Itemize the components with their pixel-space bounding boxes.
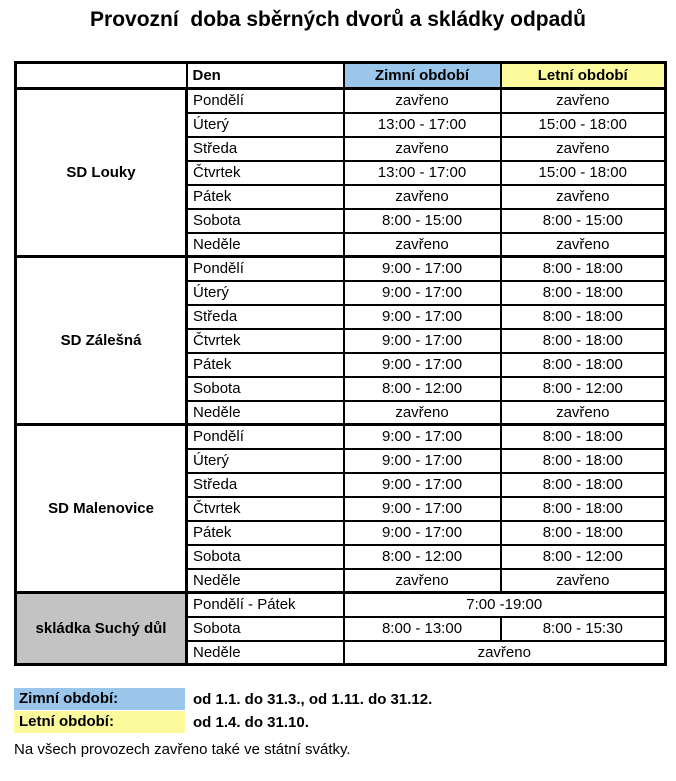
legend-winter-range: od 1.1. do 31.3., od 1.11. do 31.12.: [193, 690, 433, 708]
day-cell: Pátek: [187, 353, 344, 377]
summer-time-cell: zavřeno: [501, 185, 666, 209]
summer-time-cell: zavřeno: [501, 89, 666, 113]
summer-time-cell: 8:00 - 18:00: [501, 329, 666, 353]
winter-time-cell: 13:00 - 17:00: [344, 113, 501, 137]
span-time-cell: zavřeno: [344, 641, 666, 665]
summer-time-cell: 8:00 - 12:00: [501, 377, 666, 401]
summer-time-cell: 8:00 - 18:00: [501, 425, 666, 449]
legend-winter-label: Zimní období:: [14, 688, 185, 710]
winter-time-cell: 8:00 - 13:00: [344, 617, 501, 641]
summer-time-cell: zavřeno: [501, 401, 666, 425]
day-cell: Úterý: [187, 449, 344, 473]
winter-time-cell: 9:00 - 17:00: [344, 257, 501, 281]
day-cell: Pondělí: [187, 89, 344, 113]
summer-time-cell: zavřeno: [501, 137, 666, 161]
day-cell: Středa: [187, 473, 344, 497]
table-row: [16, 89, 666, 113]
summer-time-cell: 15:00 - 18:00: [501, 161, 666, 185]
group-label-cell: SD Louky: [16, 89, 187, 257]
summer-time-cell: 8:00 - 12:00: [501, 545, 666, 569]
day-cell: Pátek: [187, 521, 344, 545]
summer-time-cell: 8:00 - 18:00: [501, 257, 666, 281]
summer-time-cell: 8:00 - 18:00: [501, 497, 666, 521]
legend-row-winter: [14, 688, 676, 710]
summer-time-cell: 8:00 - 18:00: [501, 305, 666, 329]
winter-time-cell: zavřeno: [344, 233, 501, 257]
schedule-table-body: [16, 89, 666, 665]
day-cell: Čtvrtek: [187, 329, 344, 353]
table-row: [16, 257, 666, 281]
schedule-table: [14, 61, 667, 666]
winter-time-cell: zavřeno: [344, 185, 501, 209]
summer-time-cell: 8:00 - 18:00: [501, 521, 666, 545]
day-cell: Středa: [187, 305, 344, 329]
day-cell: Pondělí - Pátek: [187, 593, 344, 617]
day-cell: Pátek: [187, 185, 344, 209]
group-label-cell: SD Malenovice: [16, 425, 187, 593]
winter-time-cell: zavřeno: [344, 401, 501, 425]
summer-time-cell: 8:00 - 18:00: [501, 281, 666, 305]
legend-summer-range: od 1.4. do 31.10.: [193, 713, 309, 731]
winter-time-cell: 9:00 - 17:00: [344, 497, 501, 521]
winter-column-header: Zimní období: [344, 63, 501, 89]
day-cell: Úterý: [187, 281, 344, 305]
winter-time-cell: 9:00 - 17:00: [344, 305, 501, 329]
summer-time-cell: 8:00 - 15:00: [501, 209, 666, 233]
summer-time-cell: 15:00 - 18:00: [501, 113, 666, 137]
winter-time-cell: 8:00 - 15:00: [344, 209, 501, 233]
table-row: [16, 425, 666, 449]
winter-time-cell: zavřeno: [344, 137, 501, 161]
group-label-cell: skládka Suchý důl: [16, 593, 187, 665]
legend-row-summer: [14, 711, 676, 733]
winter-time-cell: 9:00 - 17:00: [344, 425, 501, 449]
day-cell: Sobota: [187, 545, 344, 569]
summer-time-cell: 8:00 - 18:00: [501, 473, 666, 497]
winter-time-cell: 9:00 - 17:00: [344, 449, 501, 473]
winter-time-cell: 8:00 - 12:00: [344, 377, 501, 401]
day-cell: Pondělí: [187, 425, 344, 449]
day-cell: Pondělí: [187, 257, 344, 281]
holidays-note: Na všech provozech zavřeno také ve státní svátky.: [14, 741, 351, 758]
summer-time-cell: zavřeno: [501, 233, 666, 257]
day-cell: Sobota: [187, 617, 344, 641]
legend: [14, 688, 676, 733]
day-cell: Sobota: [187, 209, 344, 233]
winter-time-cell: 9:00 - 17:00: [344, 521, 501, 545]
winter-time-cell: 8:00 - 12:00: [344, 545, 501, 569]
winter-time-cell: zavřeno: [344, 569, 501, 593]
legend-summer-label: Letní období:: [14, 711, 185, 733]
day-cell: Čtvrtek: [187, 161, 344, 185]
day-cell: Neděle: [187, 233, 344, 257]
winter-time-cell: 9:00 - 17:00: [344, 473, 501, 497]
day-cell: Neděle: [187, 641, 344, 665]
page-title: Provozní doba sběrných dvorů a skládky odpadů: [90, 8, 586, 31]
header-row: [16, 63, 666, 89]
group-label-cell: SD Zálešná: [16, 257, 187, 425]
summer-time-cell: 8:00 - 18:00: [501, 449, 666, 473]
day-column-header: Den: [187, 63, 344, 89]
day-cell: Úterý: [187, 113, 344, 137]
winter-time-cell: zavřeno: [344, 89, 501, 113]
span-time-cell: 7:00 -19:00: [344, 593, 666, 617]
summer-time-cell: 8:00 - 18:00: [501, 353, 666, 377]
winter-time-cell: 13:00 - 17:00: [344, 161, 501, 185]
winter-time-cell: 9:00 - 17:00: [344, 353, 501, 377]
table-row: [16, 593, 666, 617]
winter-time-cell: 9:00 - 17:00: [344, 329, 501, 353]
day-cell: Neděle: [187, 569, 344, 593]
summer-column-header: Letní období: [501, 63, 666, 89]
winter-time-cell: 9:00 - 17:00: [344, 281, 501, 305]
day-cell: Čtvrtek: [187, 497, 344, 521]
corner-cell: [16, 63, 187, 89]
summer-time-cell: 8:00 - 15:30: [501, 617, 666, 641]
summer-time-cell: zavřeno: [501, 569, 666, 593]
day-cell: Sobota: [187, 377, 344, 401]
day-cell: Neděle: [187, 401, 344, 425]
day-cell: Středa: [187, 137, 344, 161]
